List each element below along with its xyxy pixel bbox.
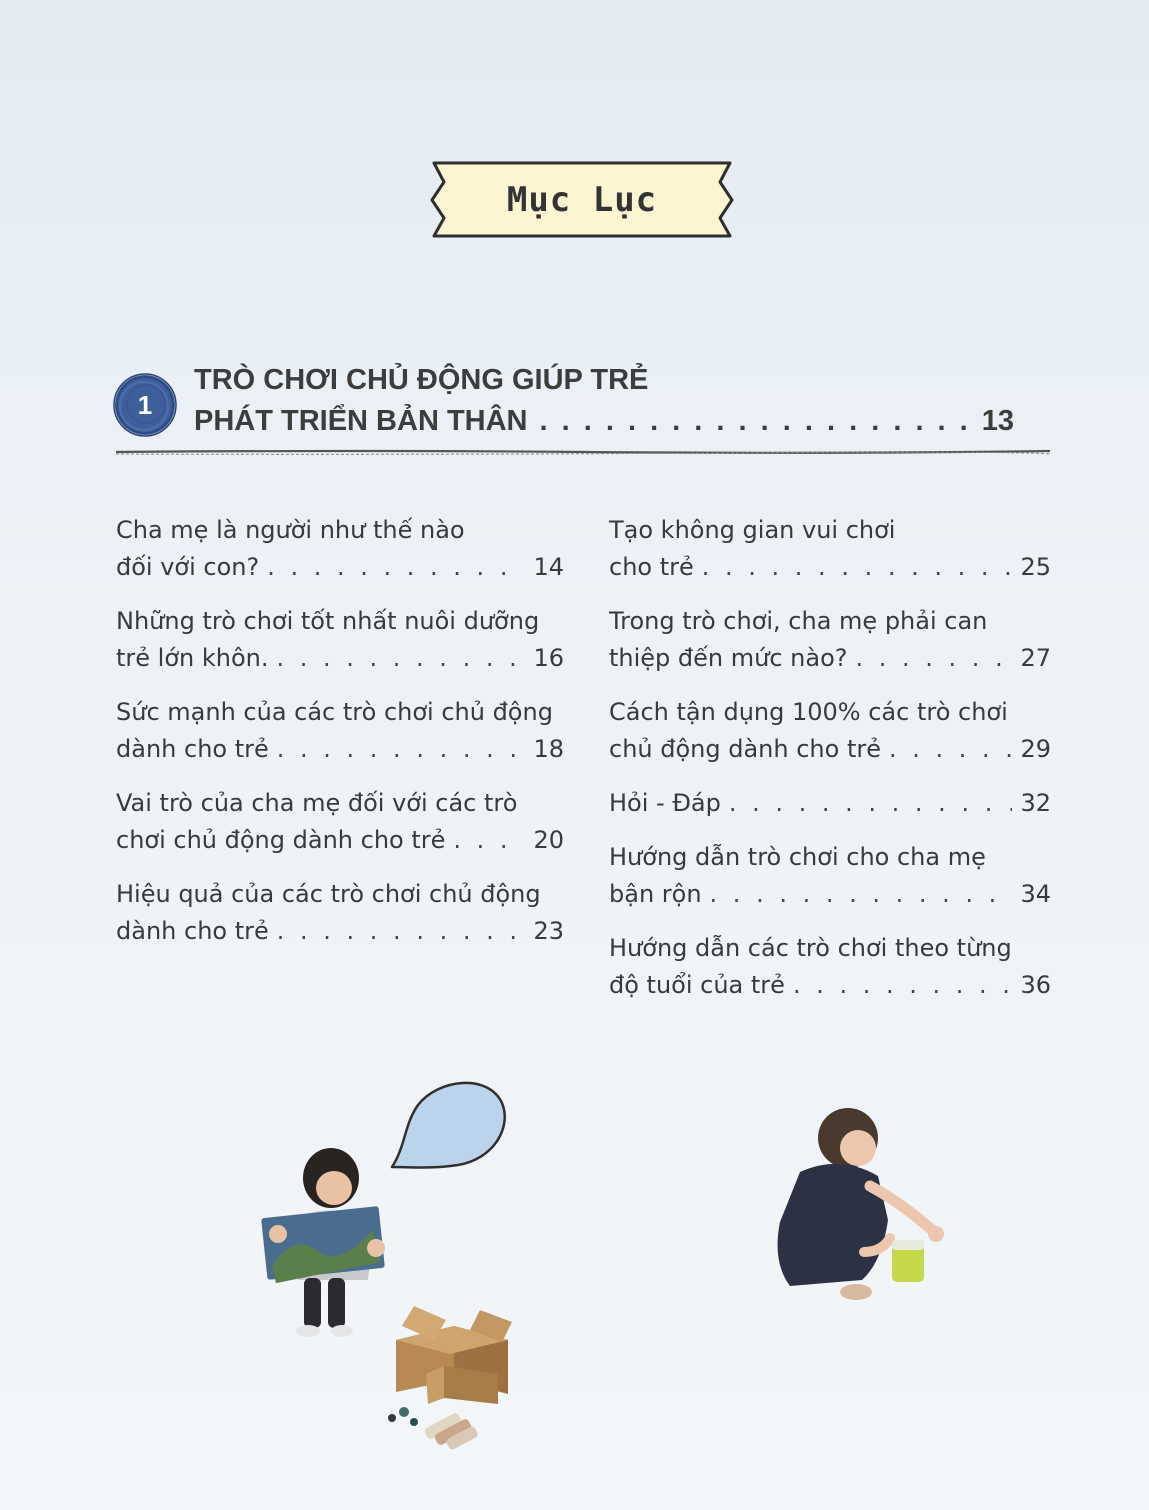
toc-entry-title: Hỏi - Đáp (609, 789, 721, 817)
title-banner (428, 160, 736, 240)
toc-page-number: 25 (1020, 553, 1051, 581)
dot-leader (856, 640, 1013, 677)
toc-left-column (116, 512, 564, 967)
toc-entry-title: Hướng dẫn trò chơi cho cha mẹ (609, 843, 986, 871)
toc-page-number: 14 (533, 553, 564, 581)
toc-entry-title: Hướng dẫn các trò chơi theo từng (609, 934, 1012, 962)
toc-entry-title: Sức mạnh của các trò chơi chủ động (116, 698, 553, 726)
dot-leader (540, 405, 976, 438)
chapter-number: 1 (137, 389, 153, 420)
toc-page-number: 23 (533, 917, 564, 945)
toc-entry[interactable] (609, 603, 1051, 677)
toc-entry[interactable] (116, 694, 564, 768)
toc-entry[interactable] (609, 694, 1051, 768)
toc-right-column (609, 512, 1051, 1021)
chapter-title-line2 (194, 405, 1014, 438)
speech-bubble-icon (388, 1075, 510, 1171)
toc-entry-title: Tạo không gian vui chơi (609, 516, 896, 544)
toc-entry-title: Trong trò chơi, cha mẹ phải can (609, 607, 988, 635)
dot-leader (277, 640, 526, 677)
toc-entry-title: Cha mẹ là người như thế nào (116, 516, 465, 544)
toc-page-number: 20 (533, 826, 564, 854)
cardboard-boxes-illustration (384, 1300, 526, 1460)
toc-entry[interactable] (609, 512, 1051, 586)
toc-entry-title-cont: trẻ lớn khôn. (116, 644, 269, 672)
chapter-title-line1: TRÒ CHƠI CHỦ ĐỘNG GIÚP TRẺ (194, 364, 649, 396)
toc-entry[interactable] (116, 512, 564, 586)
dot-leader (267, 549, 525, 586)
toc-page-number: 32 (1020, 789, 1051, 817)
dot-leader (453, 822, 525, 859)
toc-page-number: 34 (1020, 880, 1051, 908)
toc-entry-title-cont: thiệp đến mức nào? (609, 644, 848, 672)
toc-entry[interactable] (116, 876, 564, 950)
toc-entry-title-cont: chơi chủ động dành cho trẻ (116, 826, 446, 854)
toc-entry-title: Vai trò của cha mẹ đối với các trò (116, 789, 518, 817)
toc-entry[interactable] (609, 930, 1051, 1004)
toc-entry-title-cont: chủ động dành cho trẻ (609, 735, 881, 763)
dot-leader (702, 549, 1013, 586)
toc-entry-title-cont: dành cho trẻ (116, 917, 269, 945)
dot-leader (710, 876, 1013, 913)
toc-entry-title-cont: bận rộn (609, 880, 702, 908)
toc-entry-title: Những trò chơi tốt nhất nuôi dưỡng (116, 607, 540, 635)
toc-entry-title: Hiệu quả của các trò chơi chủ động (116, 880, 541, 908)
dot-leader (793, 967, 1013, 1004)
toc-entry[interactable] (609, 785, 1051, 822)
chapter-title-text: PHÁT TRIỂN BẢN THÂN (194, 405, 528, 437)
toc-entry-title-cont: cho trẻ (609, 553, 694, 581)
toc-entry[interactable] (116, 603, 564, 677)
crouching-toddler-illustration (770, 1102, 948, 1307)
chapter-number-badge (112, 372, 178, 438)
dot-leader (729, 785, 1013, 822)
page-title: Mục Lục (506, 180, 658, 220)
toc-entry-title-cont: đối với con? (116, 553, 260, 581)
toc-page-number: 27 (1020, 644, 1051, 672)
chapter-page-number: 13 (981, 405, 1014, 437)
toc-entry-title-cont: dành cho trẻ (116, 735, 269, 763)
toc-entry[interactable] (116, 785, 564, 859)
toc-entry[interactable] (609, 839, 1051, 913)
chapter-divider (116, 448, 1050, 458)
toc-entry-title-cont: độ tuổi của trẻ (609, 971, 785, 999)
toc-page-number: 36 (1020, 971, 1051, 999)
dot-leader (277, 731, 526, 768)
toc-entry-title: Cách tận dụng 100% các trò chơi (609, 698, 1008, 726)
toc-page-number: 16 (533, 644, 564, 672)
dot-leader (277, 913, 526, 950)
toc-page-number: 18 (533, 735, 564, 763)
dot-leader (889, 731, 1012, 768)
toddler-with-picture-illustration (256, 1140, 391, 1345)
toc-page-number: 29 (1020, 735, 1051, 763)
